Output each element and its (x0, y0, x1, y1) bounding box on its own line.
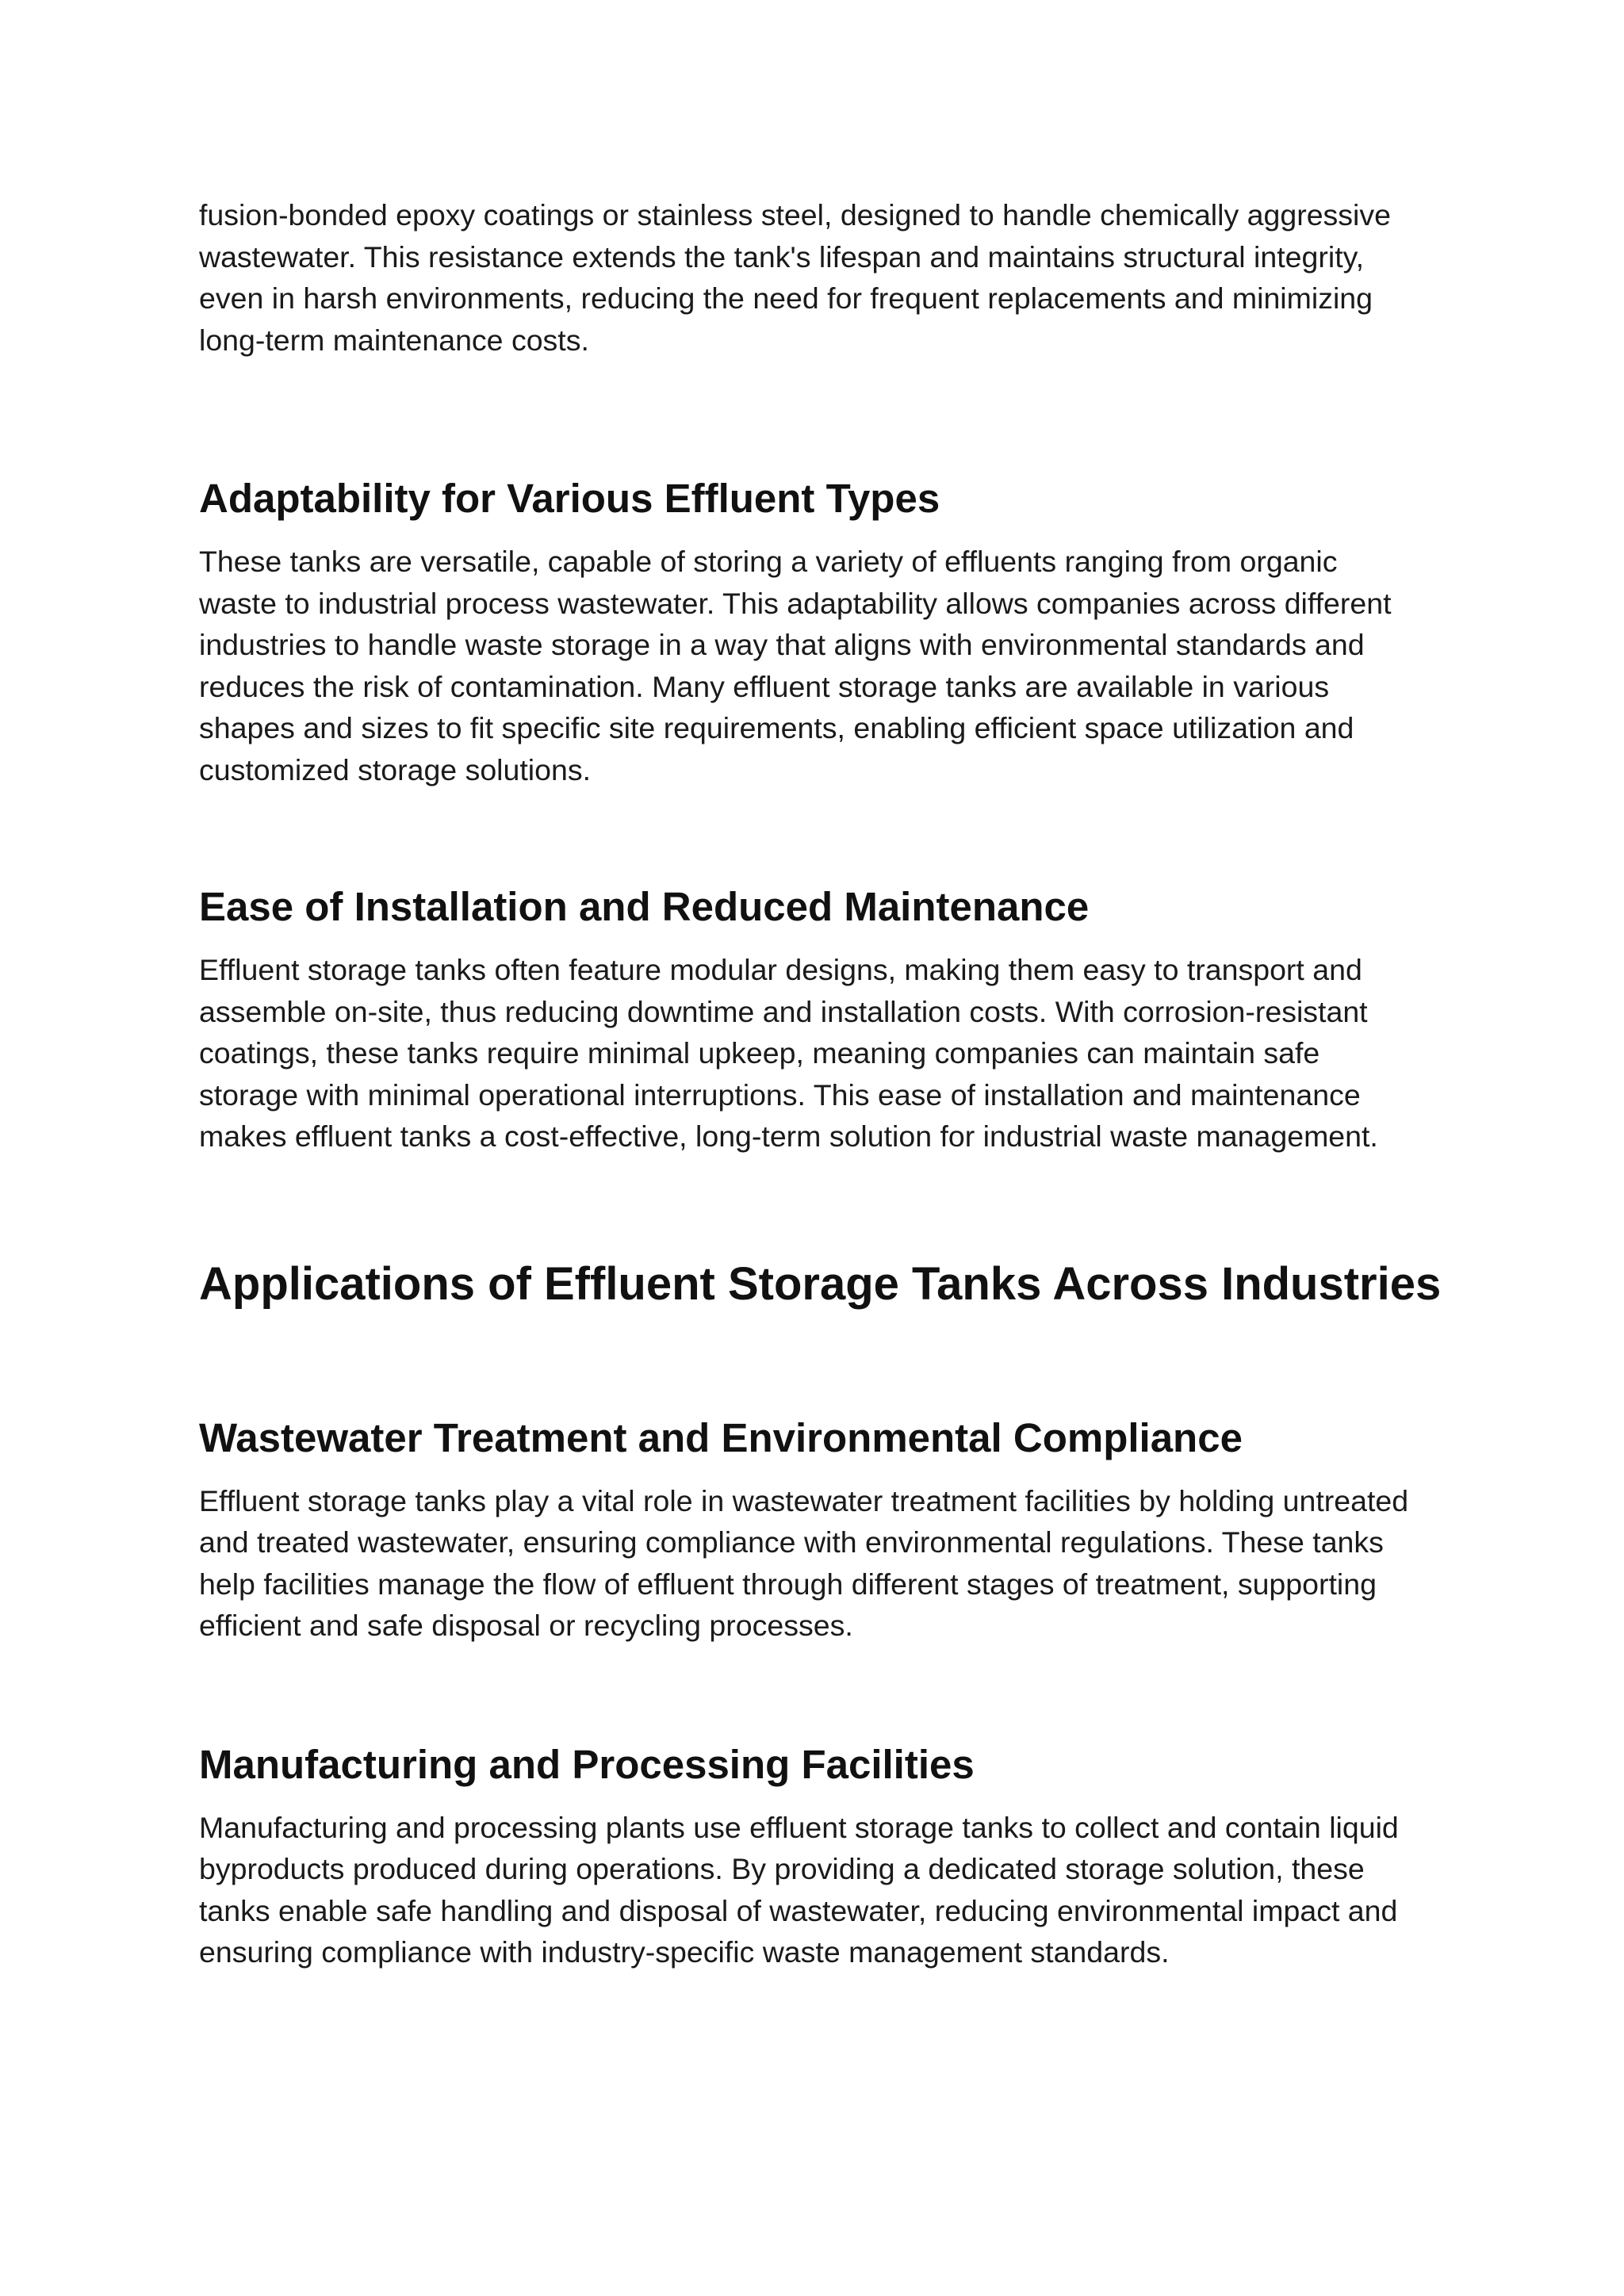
paragraph-line: shapes and sizes to fit specific site requirements, enabling efficient space utilization and (199, 711, 1354, 744)
heading-applications: Applications of Effluent Storage Tanks Across Industries (199, 1257, 1442, 1310)
paragraph-line: storage with minimal operational interruptions. This ease of installation and maintenance (199, 1077, 1361, 1112)
paragraph-adaptability (199, 541, 1452, 790)
document-content (199, 194, 1452, 1973)
paragraph-line: Effluent storage tanks play a vital role in wastewater treatment facilities by holding untreated (199, 1483, 1409, 1517)
heading-manufacturing: Manufacturing and Processing Facilities (199, 1741, 975, 1787)
paragraph-wastewater (199, 1480, 1452, 1647)
paragraph-line: reduces the risk of contamination. Many effluent storage tanks are available in various (199, 669, 1330, 703)
paragraph-line: help facilities manage the flow of effluent through different stages of treatment, supporting (199, 1567, 1377, 1601)
paragraph-line: efficient and safe disposal or recycling processes. (199, 1609, 853, 1642)
heading-installation: Ease of Installation and Reduced Maintenance (199, 884, 1090, 929)
heading-adaptability: Adaptability for Various Effluent Types (199, 476, 940, 521)
paragraph-line: assemble on-site, thus reducing downtime and installation costs. With corrosion-resistant (199, 994, 1368, 1028)
paragraph-line: fusion-bonded epoxy coatings or stainless steel, designed to handle chemically aggressive (199, 198, 1391, 232)
paragraph-line: ensuring compliance with industry-specific waste management standards. (199, 1935, 1170, 1969)
paragraph-line: makes effluent tanks a cost-effective, long-term solution for industrial waste management. (199, 1119, 1378, 1153)
paragraph-manufacturing (199, 1807, 1452, 1973)
paragraph-line: industries to handle waste storage in a way that aligns with environmental standards and (199, 628, 1365, 661)
paragraph-line: These tanks are versatile, capable of storing a variety of effluents ranging from organic (199, 545, 1338, 578)
paragraph-line: byproducts produced during operations. By providing a dedicated storage solution, these (199, 1852, 1365, 1885)
paragraph-line: Manufacturing and processing plants use effluent storage tanks to collect and contain liquid (199, 1810, 1399, 1844)
paragraph-line: customized storage solutions. (199, 752, 592, 786)
paragraph-line: Effluent storage tanks often feature modular designs, making them easy to transport and (199, 953, 1362, 986)
paragraph-line: long-term maintenance costs. (199, 323, 589, 357)
paragraph-line: coatings, these tanks require minimal upkeep, meaning companies can maintain safe (199, 1036, 1320, 1070)
paragraph-line: even in harsh environments, reducing the need for frequent replacements and minimizing (199, 281, 1373, 315)
paragraph-line: and treated wastewater, ensuring compliance with environmental regulations. These tanks (199, 1525, 1384, 1559)
paragraph-installation (199, 949, 1452, 1158)
heading-wastewater: Wastewater Treatment and Environmental Compliance (199, 1414, 1243, 1460)
paragraph-line: waste to industrial process wastewater. This adaptability allows companies across different (199, 586, 1392, 620)
paragraph-line: tanks enable safe handling and disposal of wastewater, reducing environmental impact and (199, 1893, 1398, 1927)
paragraph-line: wastewater. This resistance extends the tank's lifespan and maintains structural integrity, (199, 239, 1365, 274)
intro-paragraph (199, 194, 1452, 361)
